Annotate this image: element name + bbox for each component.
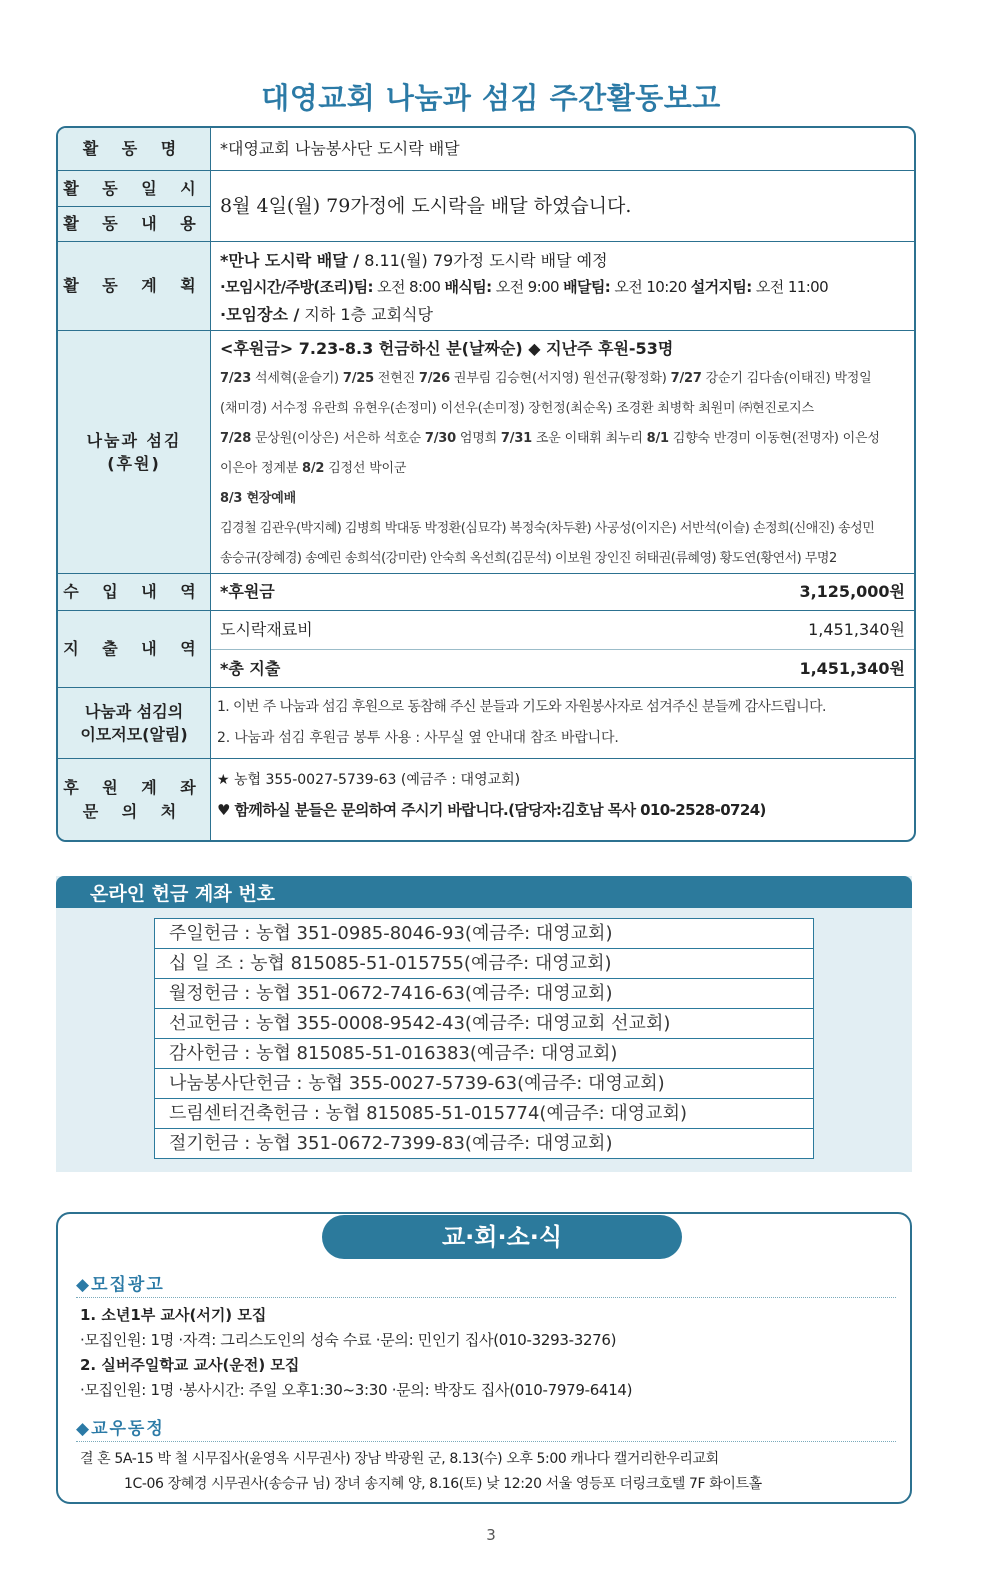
sponsor-date: 7/26 (418, 371, 450, 386)
recruit-item: 2. 실버주일학교 교사(운전) 모집 (80, 1356, 300, 1374)
divider (76, 1297, 896, 1298)
contact-line: ♥ 함께하실 분들은 문의하여 주시기 바랍니다.(담당자:김호남 목사 010-2528-0724) (217, 801, 766, 819)
row-account-contact (58, 759, 914, 840)
account-row: 주일헌금 : 농협 351-0985-8046-93(예금주: 대영교회) (155, 919, 813, 949)
page-number: 3 (486, 1526, 496, 1544)
recruit-detail: ·모집인원: 1명 ·봉사시간: 주일 오후1:30~3:30 ·문의: 박장도 집사(010-7979-6414) (80, 1381, 633, 1399)
label-account: 후 원 계 좌 (63, 778, 205, 798)
sponsor-names: 이은아 정계분 (220, 461, 303, 476)
plan-delivery-time: 오전 10:20 (610, 278, 691, 296)
member-news: 1C-06 장혜경 시무권사(송승규 님) 장녀 송지혜 양, 8.16(토) 낮 12:20 서울 영등포 더링크호텔 7F 화이트홀 (124, 1476, 762, 1492)
label-expense: 지 출 내 역 (58, 611, 211, 687)
account-line: ★ 농협 355-0027-5739-63 (예금주 : 대영교회) (217, 772, 521, 788)
expense-item-amount: 1,451,340원 (808, 620, 905, 639)
sponsor-header: <후원금> 7.23-8.3 헌금하신 분(날짜순) ◆ 지난주 후원-53명 (220, 339, 674, 358)
row-expense (58, 611, 914, 688)
sponsor-date: 7/27 (670, 371, 702, 386)
label-sponsor: 나눔과 섬김 (86, 430, 182, 450)
label-activity-plan: 활 동 계 획 (58, 242, 211, 330)
label-contact: 문 의 처 (82, 801, 186, 821)
account-row: 십 일 조 : 농협 815085-51-015755(예금주: 대영교회) (155, 949, 813, 979)
sponsor-names: 엄명희 (455, 431, 501, 446)
sponsor-names-line: 송승규(장혜경) 송예린 송희석(강미란) 안숙희 옥선희(김문석) 이보원 장인진 허태권(류혜영) 황도연(황연서) 무명2 (220, 551, 837, 566)
row-income (58, 574, 914, 611)
notice-line: 1. 이번 주 나눔과 섬김 후원으로 동참해 주신 분들과 기도와 자원봉사자로 섬겨주신 분들께 감사드립니다. (217, 699, 826, 715)
row-notices (58, 688, 914, 759)
member-news: 결 혼 5A-15 박 철 시무집사(윤영옥 시무권사) 장남 박광원 군, 8.13(수) 오후 5:00 캐나다 캘거리한우리교회 (80, 1451, 719, 1467)
label-notice-sub: 이모저모(알림) (80, 725, 188, 744)
sponsor-date: 7/23 (220, 371, 252, 386)
sponsor-names-line: (채미경) 서수정 유란희 유현우(손정미) 이선우(손미정) 장헌정(최순옥) 조경환 최병학 최원미 ㈜현진로지스 (220, 401, 814, 416)
sponsor-date: 7/28 (220, 431, 252, 446)
plan-serving-time: 오전 9:00 (491, 278, 564, 296)
sponsor-names-line: 김경철 김관우(박지혜) 김병희 박대동 박정환(심묘각) 복정숙(차두환) 사공성(이지은) 서반석(이슬) 손정희(신애진) 송성민 (220, 521, 875, 536)
activity-report-table (56, 126, 916, 842)
sponsor-date: 7/31 (500, 431, 533, 446)
sponsor-date: 7/25 (342, 371, 374, 386)
sponsor-names: 김정선 박이군 (324, 461, 407, 476)
online-offering-title: 온라인 헌금 계좌 번호 (90, 883, 276, 905)
sponsor-date: 8/1 (646, 431, 669, 446)
sponsor-names: 김향숙 반경미 이동현(전명자) 이은성 (668, 431, 880, 446)
label-notice: 나눔과 섬김의 (84, 701, 184, 721)
plan-kitchen-time: 오전 8:00 (372, 278, 445, 296)
income-amount: 3,125,000원 (799, 582, 905, 601)
plan-date: 8.11(월) 79가정 도시락 배달 예정 (359, 251, 608, 270)
account-list (154, 918, 814, 1159)
sponsor-names: 석세혁(윤슬기) (251, 371, 343, 386)
recruit-detail: ·모집인원: 1명 ·자격: 그리스도인의 성숙 수료 ·문의: 민인기 집사(010-3293-3276) (80, 1331, 617, 1349)
row-activity-name (58, 128, 914, 171)
account-row: 절기헌금 : 농협 351-0672-7399-83(예금주: 대영교회) (169, 1133, 613, 1154)
row-sponsors (58, 331, 914, 574)
activity-date-content: 8월 4일(월) 79가정에 도시락을 배달 하였습니다. (220, 195, 632, 217)
church-news-section (56, 1212, 912, 1504)
sponsor-names: 문상원(이상은) 서은하 석호순 (251, 431, 425, 446)
church-news-title: 교·회·소·식 (322, 1215, 682, 1259)
sponsor-date: 8/2 (302, 461, 325, 476)
label-activity-content: 활 동 내 용 (58, 207, 211, 241)
plan-serving-label: 배식팀: (444, 278, 492, 296)
plan-dish-label: 설거지팀: (690, 278, 752, 296)
online-offering-section (56, 876, 912, 1172)
recruit-item: 1. 소년1부 교사(서기) 모집 (80, 1306, 267, 1324)
sponsor-names: 강순기 김다솜(이태진) 박정일 (701, 371, 872, 386)
row-activity-plan (58, 242, 914, 331)
plan-place: 지하 1층 교회식당 (299, 305, 433, 324)
sponsor-names: 조운 이태휘 최누리 (532, 431, 647, 446)
account-row: 드림센터건축헌금 : 농협 815085-51-015774(예금주: 대영교회) (155, 1099, 813, 1129)
page-title: 대영교회 나눔과 섬김 주간활동보고 (261, 81, 721, 115)
label-activity-name: 활 동 명 (58, 128, 211, 170)
sponsor-onsite-heading: 8/3 현장예배 (220, 491, 296, 506)
plan-kitchen-label: ·모임시간/주방(조리)팀: (220, 278, 373, 296)
sponsor-names: 권부림 김승현(서지영) 원선규(황정화) (450, 371, 671, 386)
plan-place-label: ·모임장소 / (220, 305, 300, 324)
label-sponsor-sub: (후원) (107, 454, 161, 473)
account-row: 선교헌금 : 농협 355-0008-9542-43(예금주: 대영교회 선교회) (155, 1009, 813, 1039)
label-activity-date: 활 동 일 시 (58, 171, 211, 207)
divider (76, 1441, 896, 1442)
recruit-heading: ◆모집광고 (76, 1275, 165, 1295)
sponsor-date: 7/30 (424, 431, 456, 446)
plan-delivery-label: 배달팀: (563, 278, 611, 296)
plan-dish-time: 오전 11:00 (751, 278, 829, 296)
sponsor-names: 전현진 (373, 371, 419, 386)
members-heading: ◆교우동정 (76, 1419, 165, 1439)
online-offering-header (56, 876, 912, 908)
label-income: 수 입 내 역 (58, 574, 211, 610)
plan-title: *만나 도시락 배달 / (220, 251, 360, 270)
expense-item: 도시락재료비 (220, 620, 313, 639)
account-row: 감사헌금 : 농협 815085-51-016383(예금주: 대영교회) (155, 1039, 813, 1069)
income-name: *후원금 (220, 582, 275, 601)
notice-line: 2. 나눔과 섬김 후원금 봉투 사용 : 사무실 옆 안내대 참조 바랍니다. (217, 730, 619, 746)
expense-total-amount: 1,451,340원 (799, 659, 905, 678)
account-row: 월정헌금 : 농협 351-0672-7416-63(예금주: 대영교회) (155, 979, 813, 1009)
row-activity-date (58, 171, 914, 242)
activity-name: *대영교회 나눔봉사단 도시락 배달 (220, 139, 460, 158)
expense-total-name: *총 지출 (220, 659, 281, 678)
account-row: 나눔봉사단헌금 : 농협 355-0027-5739-63(예금주: 대영교회) (155, 1069, 813, 1099)
